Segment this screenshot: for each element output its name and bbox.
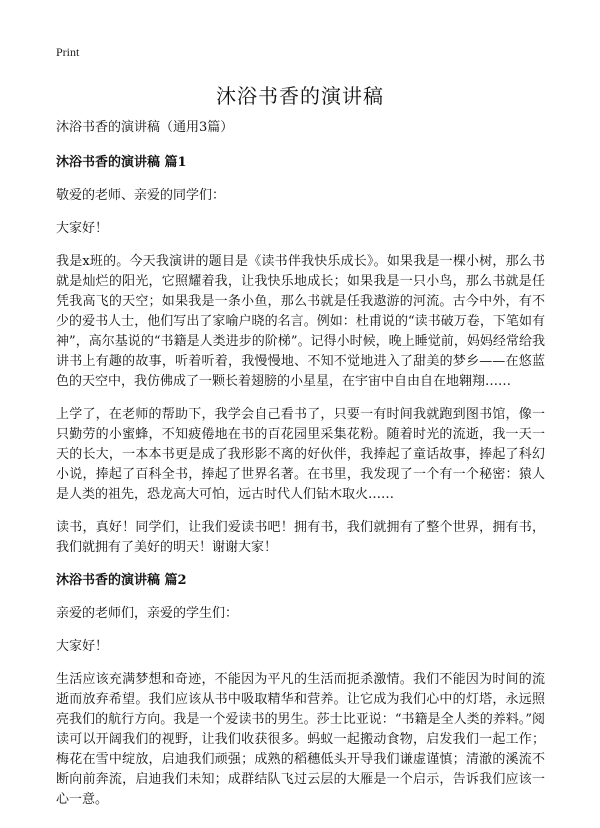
- salutation: 敬爱的老师、亲爱的同学们：: [56, 188, 226, 203]
- greeting: 大家好！: [56, 221, 109, 236]
- greeting: 大家好！: [56, 639, 109, 654]
- salutation: 亲爱的老师们，亲爱的学生们：: [56, 606, 239, 621]
- section-2: [56, 571, 545, 810]
- body-paragraph: 生活应该充满梦想和奇迹，不能因为平凡的生活而扼杀激情。我们不能因为时间的流逝而放弃希望。我们应该从书中吸取精华和营养。让它成为我们心中的灯塔，永远照亮我们的航行方向。我是一个爱读书的男生。莎士比亚说：“书籍是全人类的养料。”阅读可以开阔我们的视野，让我们收获很多。蚂蚁一起搬动食物，启发我们一起工作；梅花在雪中绽放，启迪我们顽强；成熟的稻穗低头开导我们谦虚谨慎；清澈的溪流不断向前奔流，启迪我们未知；成群结队飞过云层的大雁是一个启示，告诉我们应该一心一意。: [56, 672, 545, 807]
- print-link[interactable]: Print: [56, 45, 80, 59]
- section-heading: 沐浴书香的演讲稿 篇2: [56, 573, 187, 588]
- body-paragraph: 读书，真好！同学们，让我们爱读书吧！拥有书，我们就拥有了整个世界，拥有书，我们就拥有了美好的明天！谢谢大家！: [56, 520, 545, 555]
- body-paragraph: 我是x班的。今天我演讲的题目是《读书伴我快乐成长》。如果我是一棵小树，那么书就是灿烂的阳光，它照耀着我，让我快乐地成长；如果我是一只小鸟，那么书就是任凭我高飞的天空；如果我是一条小鱼，那么书就是任我遨游的河流。古今中外，有不少的爱书人士，他们写出了家喻户晓的名言。例如：杜甫说的“读书破万卷，下笔如有神”，高尔基说的“书籍是人类进步的阶梯”。记得小时候，晚上睡觉前，妈妈经常给我讲书上有趣的故事，听着听着，我慢慢地、不知不觉地进入了甜美的梦乡——在悠蓝色的天空中，我仿佛成了一颗长着翅膀的小星星，在宇宙中自由自在地翱翔……: [56, 254, 545, 389]
- document-title: 沐浴书香的演讲稿: [216, 84, 384, 108]
- body-paragraph: 上学了，在老师的帮助下，我学会自己看书了，只要一有时间我就跑到图书馆，像一只勤劳的小蜜蜂，不知疲倦地在书的百花园里采集花粉。随着时光的流逝，我一天一天的长大，一本本书更是成了我形影不离的好伙伴，我捧起了童话故事，捧起了科幻小说，捧起了百科全书，捧起了世界名著。在书里，我发现了一个有一个秘密：猿人是人类的祖先，恐龙高大可怕，远古时代人们钻木取火……: [56, 407, 545, 502]
- document-subtitle: 沐浴书香的演讲稿（通用3篇）: [56, 120, 234, 135]
- section-1: [56, 153, 545, 558]
- document-body: [56, 118, 545, 823]
- section-heading: 沐浴书香的演讲稿 篇1: [56, 155, 187, 170]
